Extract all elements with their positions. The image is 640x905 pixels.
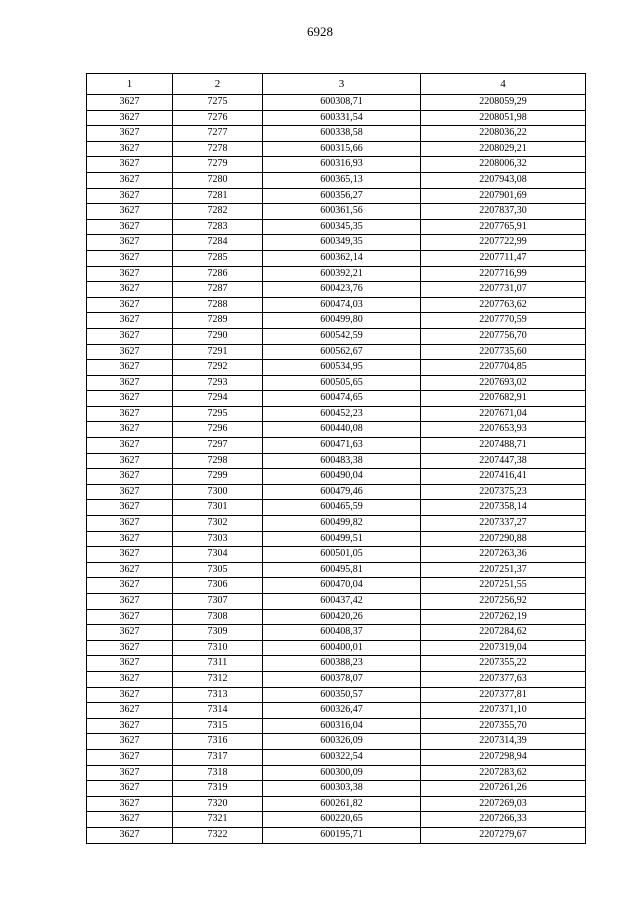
column-header-4: 4: [421, 74, 586, 95]
table-cell-col-1: 3627: [87, 188, 173, 204]
table-cell-col-4: 2207355,70: [421, 718, 586, 734]
table-cell-col-4: 2207377,81: [421, 687, 586, 703]
table-cell-col-1: 3627: [87, 656, 173, 672]
table-row: [87, 562, 586, 578]
table-cell-col-4: 2207711,47: [421, 250, 586, 266]
table-cell-col-3: 600474,03: [263, 297, 421, 313]
table-cell-col-3: 600408,37: [263, 625, 421, 641]
table-cell-col-4: 2207261,26: [421, 781, 586, 797]
table-cell-col-1: 3627: [87, 594, 173, 610]
table-cell-col-1: 3627: [87, 95, 173, 111]
table-cell-col-4: 2207314,39: [421, 734, 586, 750]
table-row: [87, 812, 586, 828]
table-cell-col-1: 3627: [87, 671, 173, 687]
table-row: [87, 687, 586, 703]
table-cell-col-3: 600316,93: [263, 157, 421, 173]
table-cell-col-3: 600322,54: [263, 749, 421, 765]
table-row: [87, 500, 586, 516]
table-cell-col-3: 600479,46: [263, 484, 421, 500]
table-cell-col-1: 3627: [87, 266, 173, 282]
table-cell-col-4: 2207266,33: [421, 812, 586, 828]
table-cell-col-4: 2207653,93: [421, 422, 586, 438]
table-cell-col-4: 2207770,59: [421, 313, 586, 329]
table-cell-col-1: 3627: [87, 110, 173, 126]
table-cell-col-1: 3627: [87, 172, 173, 188]
table-cell-col-1: 3627: [87, 219, 173, 235]
table-cell-col-2: 7299: [173, 469, 263, 485]
table-cell-col-2: 7322: [173, 827, 263, 843]
table-cell-col-3: 600338,58: [263, 126, 421, 142]
table-cell-col-2: 7320: [173, 796, 263, 812]
table-cell-col-3: 600420,26: [263, 609, 421, 625]
table-cell-col-1: 3627: [87, 344, 173, 360]
table-cell-col-1: 3627: [87, 141, 173, 157]
table-cell-col-1: 3627: [87, 703, 173, 719]
table-cell-col-3: 600499,82: [263, 516, 421, 532]
table-cell-col-4: 2207279,67: [421, 827, 586, 843]
table-cell-col-4: 2207682,91: [421, 391, 586, 407]
table-cell-col-3: 600388,23: [263, 656, 421, 672]
table-cell-col-2: 7284: [173, 235, 263, 251]
table-cell-col-4: 2207371,10: [421, 703, 586, 719]
table-cell-col-4: 2207763,62: [421, 297, 586, 313]
table-cell-col-3: 600345,35: [263, 219, 421, 235]
table-cell-col-2: 7305: [173, 562, 263, 578]
table-cell-col-4: 2207416,41: [421, 469, 586, 485]
table-cell-col-2: 7311: [173, 656, 263, 672]
table-cell-col-2: 7292: [173, 360, 263, 376]
table-cell-col-2: 7295: [173, 406, 263, 422]
table-cell-col-4: 2207671,04: [421, 406, 586, 422]
table-cell-col-1: 3627: [87, 547, 173, 563]
table-cell-col-3: 600331,54: [263, 110, 421, 126]
table-cell-col-3: 600326,09: [263, 734, 421, 750]
table-cell-col-2: 7308: [173, 609, 263, 625]
table-row: [87, 328, 586, 344]
table-cell-col-2: 7286: [173, 266, 263, 282]
table-row: [87, 640, 586, 656]
table-row: [87, 157, 586, 173]
table-cell-col-3: 600195,71: [263, 827, 421, 843]
table-cell-col-4: 2207251,55: [421, 578, 586, 594]
table-cell-col-4: 2207284,62: [421, 625, 586, 641]
table-row: [87, 126, 586, 142]
table-cell-col-3: 600423,76: [263, 282, 421, 298]
table-cell-col-1: 3627: [87, 765, 173, 781]
table-cell-col-3: 600392,21: [263, 266, 421, 282]
table-cell-col-2: 7316: [173, 734, 263, 750]
table-cell-col-1: 3627: [87, 640, 173, 656]
table-cell-col-2: 7291: [173, 344, 263, 360]
table-row: [87, 438, 586, 454]
table-cell-col-3: 600562,67: [263, 344, 421, 360]
table-cell-col-3: 600316,04: [263, 718, 421, 734]
table-row: [87, 250, 586, 266]
table-row: [87, 95, 586, 111]
table-cell-col-4: 2207765,91: [421, 219, 586, 235]
table-row: [87, 266, 586, 282]
table-cell-col-1: 3627: [87, 422, 173, 438]
table-row: [87, 718, 586, 734]
table-row: [87, 453, 586, 469]
table-cell-col-1: 3627: [87, 687, 173, 703]
table-row: [87, 391, 586, 407]
table-cell-col-3: 600437,42: [263, 594, 421, 610]
table-cell-col-4: 2207693,02: [421, 375, 586, 391]
table-row: [87, 749, 586, 765]
table-cell-col-1: 3627: [87, 126, 173, 142]
table-row: [87, 734, 586, 750]
table-cell-col-4: 2207716,99: [421, 266, 586, 282]
table-row: [87, 656, 586, 672]
table-row: [87, 282, 586, 298]
table-cell-col-2: 7279: [173, 157, 263, 173]
table-cell-col-2: 7317: [173, 749, 263, 765]
table-cell-col-2: 7276: [173, 110, 263, 126]
table-cell-col-1: 3627: [87, 235, 173, 251]
table-cell-col-4: 2207735,60: [421, 344, 586, 360]
table-cell-col-3: 600499,51: [263, 531, 421, 547]
table-cell-col-2: 7314: [173, 703, 263, 719]
table-cell-col-1: 3627: [87, 406, 173, 422]
table-cell-col-3: 600350,57: [263, 687, 421, 703]
table-cell-col-4: 2208036,22: [421, 126, 586, 142]
table-cell-col-2: 7306: [173, 578, 263, 594]
table-cell-col-3: 600471,63: [263, 438, 421, 454]
table-cell-col-1: 3627: [87, 500, 173, 516]
table-cell-col-1: 3627: [87, 391, 173, 407]
table-cell-col-2: 7302: [173, 516, 263, 532]
table-cell-col-4: 2208059,29: [421, 95, 586, 111]
table-row: [87, 313, 586, 329]
table-row: [87, 360, 586, 376]
table-cell-col-4: 2207290,88: [421, 531, 586, 547]
table-cell-col-1: 3627: [87, 516, 173, 532]
table-cell-col-2: 7300: [173, 484, 263, 500]
table-cell-col-1: 3627: [87, 328, 173, 344]
table-cell-col-3: 600362,14: [263, 250, 421, 266]
table-cell-col-4: 2207298,94: [421, 749, 586, 765]
table-cell-col-2: 7318: [173, 765, 263, 781]
table-cell-col-2: 7294: [173, 391, 263, 407]
table-cell-col-2: 7277: [173, 126, 263, 142]
table-cell-col-2: 7310: [173, 640, 263, 656]
table-cell-col-1: 3627: [87, 438, 173, 454]
table-cell-col-3: 600308,71: [263, 95, 421, 111]
table-cell-col-3: 600220,65: [263, 812, 421, 828]
table-row: [87, 484, 586, 500]
table-cell-col-3: 600315,66: [263, 141, 421, 157]
table-cell-col-3: 600483,38: [263, 453, 421, 469]
table-cell-col-2: 7321: [173, 812, 263, 828]
table-row: [87, 469, 586, 485]
table-cell-col-2: 7297: [173, 438, 263, 454]
table-cell-col-4: 2207756,70: [421, 328, 586, 344]
table-cell-col-1: 3627: [87, 297, 173, 313]
table-cell-col-1: 3627: [87, 250, 173, 266]
table-cell-col-1: 3627: [87, 625, 173, 641]
table-cell-col-3: 600501,05: [263, 547, 421, 563]
table-cell-col-3: 600400,01: [263, 640, 421, 656]
table-row: [87, 219, 586, 235]
table-cell-col-1: 3627: [87, 375, 173, 391]
table-body: [87, 95, 586, 844]
table-cell-col-4: 2207731,07: [421, 282, 586, 298]
table-cell-col-3: 600490,04: [263, 469, 421, 485]
table-cell-col-3: 600303,38: [263, 781, 421, 797]
column-header-1: 1: [87, 74, 173, 95]
table-row: [87, 827, 586, 843]
table-cell-col-3: 600505,65: [263, 375, 421, 391]
table-cell-col-1: 3627: [87, 718, 173, 734]
table-cell-col-3: 600361,56: [263, 204, 421, 220]
table-cell-col-1: 3627: [87, 484, 173, 500]
table-cell-col-4: 2207943,08: [421, 172, 586, 188]
table-cell-col-2: 7309: [173, 625, 263, 641]
table-row: [87, 141, 586, 157]
table-cell-col-2: 7298: [173, 453, 263, 469]
column-header-3: 3: [263, 74, 421, 95]
table-cell-col-4: 2207269,03: [421, 796, 586, 812]
table-header-row: [87, 74, 586, 95]
table-cell-col-3: 600470,04: [263, 578, 421, 594]
table-cell-col-1: 3627: [87, 749, 173, 765]
table-cell-col-1: 3627: [87, 781, 173, 797]
table-cell-col-2: 7296: [173, 422, 263, 438]
table-cell-col-3: 600356,27: [263, 188, 421, 204]
table-cell-col-3: 600378,07: [263, 671, 421, 687]
table-row: [87, 235, 586, 251]
table-cell-col-4: 2207375,23: [421, 484, 586, 500]
table-row: [87, 172, 586, 188]
table-cell-col-3: 600365,13: [263, 172, 421, 188]
table-cell-col-1: 3627: [87, 796, 173, 812]
table-row: [87, 671, 586, 687]
table-cell-col-4: 2207704,85: [421, 360, 586, 376]
table-cell-col-3: 600495,81: [263, 562, 421, 578]
table-cell-col-3: 600261,82: [263, 796, 421, 812]
table-cell-col-2: 7319: [173, 781, 263, 797]
table-cell-col-4: 2207262,19: [421, 609, 586, 625]
table-cell-col-2: 7312: [173, 671, 263, 687]
table-cell-col-2: 7304: [173, 547, 263, 563]
table-cell-col-2: 7313: [173, 687, 263, 703]
table-row: [87, 375, 586, 391]
table-row: [87, 516, 586, 532]
table-row: [87, 422, 586, 438]
table-row: [87, 204, 586, 220]
table-cell-col-4: 2208051,98: [421, 110, 586, 126]
table-cell-col-4: 2207337,27: [421, 516, 586, 532]
table-row: [87, 110, 586, 126]
table-cell-col-1: 3627: [87, 469, 173, 485]
table-cell-col-4: 2207722,99: [421, 235, 586, 251]
table-cell-col-2: 7280: [173, 172, 263, 188]
table-cell-col-2: 7283: [173, 219, 263, 235]
table-cell-col-4: 2207283,62: [421, 765, 586, 781]
table-row: [87, 406, 586, 422]
table-cell-col-2: 7288: [173, 297, 263, 313]
table-cell-col-1: 3627: [87, 157, 173, 173]
table-cell-col-3: 600326,47: [263, 703, 421, 719]
table-cell-col-3: 600465,59: [263, 500, 421, 516]
table-row: [87, 578, 586, 594]
table-row: [87, 703, 586, 719]
table-cell-col-2: 7281: [173, 188, 263, 204]
table-cell-col-1: 3627: [87, 282, 173, 298]
table-cell-col-3: 600452,23: [263, 406, 421, 422]
table-cell-col-2: 7303: [173, 531, 263, 547]
table-cell-col-3: 600300,09: [263, 765, 421, 781]
table-row: [87, 625, 586, 641]
page-number: 6928: [307, 24, 333, 39]
table-cell-col-2: 7278: [173, 141, 263, 157]
table-cell-col-4: 2207256,92: [421, 594, 586, 610]
table-cell-col-2: 7315: [173, 718, 263, 734]
table-cell-col-4: 2207319,04: [421, 640, 586, 656]
table-cell-col-4: 2207358,14: [421, 500, 586, 516]
table-cell-col-1: 3627: [87, 812, 173, 828]
table-cell-col-1: 3627: [87, 531, 173, 547]
table-row: [87, 344, 586, 360]
table-cell-col-4: 2207447,38: [421, 453, 586, 469]
table-cell-col-4: 2207837,30: [421, 204, 586, 220]
table-cell-col-4: 2208029,21: [421, 141, 586, 157]
table-cell-col-1: 3627: [87, 204, 173, 220]
table-cell-col-2: 7275: [173, 95, 263, 111]
table-cell-col-1: 3627: [87, 609, 173, 625]
table-cell-col-2: 7289: [173, 313, 263, 329]
table-cell-col-4: 2207377,63: [421, 671, 586, 687]
table-row: [87, 297, 586, 313]
table-cell-col-4: 2207251,37: [421, 562, 586, 578]
table-row: [87, 547, 586, 563]
column-header-2: 2: [173, 74, 263, 95]
table-row: [87, 781, 586, 797]
table-row: [87, 796, 586, 812]
table-row: [87, 594, 586, 610]
table-row: [87, 765, 586, 781]
table-cell-col-1: 3627: [87, 453, 173, 469]
table-cell-col-3: 600349,35: [263, 235, 421, 251]
table-cell-col-2: 7282: [173, 204, 263, 220]
table-cell-col-4: 2207488,71: [421, 438, 586, 454]
table-cell-col-4: 2207263,36: [421, 547, 586, 563]
table-cell-col-4: 2208006,32: [421, 157, 586, 173]
table-cell-col-3: 600534,95: [263, 360, 421, 376]
table-cell-col-1: 3627: [87, 578, 173, 594]
table-cell-col-2: 7307: [173, 594, 263, 610]
coordinates-table: [86, 73, 586, 844]
table-row: [87, 531, 586, 547]
table-cell-col-1: 3627: [87, 827, 173, 843]
table-cell-col-2: 7287: [173, 282, 263, 298]
table-cell-col-2: 7293: [173, 375, 263, 391]
table-cell-col-2: 7301: [173, 500, 263, 516]
table-row: [87, 609, 586, 625]
table-cell-col-1: 3627: [87, 562, 173, 578]
table-cell-col-1: 3627: [87, 734, 173, 750]
table-cell-col-4: 2207901,69: [421, 188, 586, 204]
table-cell-col-3: 600440,08: [263, 422, 421, 438]
table-cell-col-3: 600542,59: [263, 328, 421, 344]
table-cell-col-3: 600474,65: [263, 391, 421, 407]
table-cell-col-2: 7290: [173, 328, 263, 344]
table-cell-col-3: 600499,80: [263, 313, 421, 329]
table-cell-col-1: 3627: [87, 313, 173, 329]
table-cell-col-1: 3627: [87, 360, 173, 376]
table-cell-col-2: 7285: [173, 250, 263, 266]
table-cell-col-4: 2207355,22: [421, 656, 586, 672]
table-row: [87, 188, 586, 204]
